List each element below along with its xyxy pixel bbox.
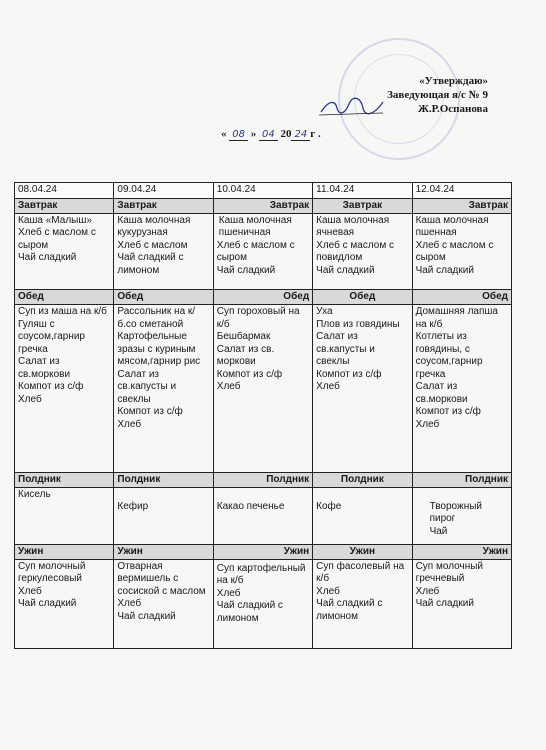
meal-header-cell: Завтрак	[15, 199, 114, 214]
date-day: 08	[229, 129, 248, 141]
dish-item: Уха	[316, 306, 333, 318]
dish-item: Хлеб	[18, 585, 42, 597]
date-cell: 10.04.24	[213, 183, 312, 199]
menu-cell	[15, 305, 114, 473]
dish-item: Чай сладкий с лимоном	[117, 252, 184, 276]
dish-item: Суп фасолевый на к/б	[316, 560, 405, 585]
approval-signature-line	[387, 102, 488, 116]
dish-item: Хлеб с маслом с сыром	[415, 239, 494, 264]
dish-item: Чай сладкий	[216, 264, 276, 276]
menu-cell	[15, 213, 114, 290]
date-month: 04	[259, 129, 278, 141]
date-cell: 11.04.24	[313, 183, 412, 199]
dish-item: Чай сладкий	[18, 598, 77, 610]
dish-item: Компот из с/ф	[316, 368, 382, 380]
dish-item: Плов из говядины	[316, 318, 400, 330]
dish-item: Чай сладкий с лимоном	[316, 598, 383, 622]
dish-item: Каша молочная пшенная	[415, 214, 489, 239]
dish-item: Домашняя лапша на к/б	[415, 306, 498, 330]
meal-header-cell: Завтрак	[412, 199, 511, 214]
dish-item: Картофельные зразы с куриным мясом,гарнир рис	[117, 331, 201, 368]
dish-item: Рассольник на к/б.со сметаной	[117, 306, 196, 330]
weekly-menu-table	[14, 182, 512, 649]
menu-cell	[313, 559, 412, 648]
approval-name: Ж.Р.Оспанова	[417, 103, 488, 115]
menu-cell	[412, 487, 511, 545]
dish-item: Компот из с/ф	[18, 381, 84, 393]
approval-title: «Утверждаю»	[419, 75, 488, 87]
dish-item: Чай сладкий	[117, 610, 176, 622]
dish-item: Компот из с/ф	[216, 368, 283, 380]
menu-cell	[313, 213, 412, 290]
dish-item: Гуляш с соусом,гарнир гречка	[18, 318, 85, 355]
dish-item: Чай сладкий	[316, 264, 375, 276]
dish-item: Творожный пирог	[429, 500, 482, 524]
meal-header-cell: Обед	[412, 290, 511, 305]
meal-header-cell: Полдник	[412, 472, 511, 487]
dish-item: Хлеб	[316, 585, 340, 597]
dish-item: Салат из св.капусты и свеклы	[117, 368, 177, 405]
meal-header-cell: Полдник	[313, 472, 412, 487]
dish-item: Хлеб	[18, 393, 42, 405]
meal-header-cell: Обед	[114, 290, 213, 305]
meal-header-cell: Ужин	[114, 545, 213, 560]
dish-item: Компот из с/ф	[117, 406, 183, 418]
menu-cell	[412, 305, 511, 473]
menu-cell	[213, 305, 312, 473]
menu-cell	[412, 213, 511, 290]
dish-item: Хлеб	[415, 585, 440, 597]
meal-row-breakfast	[15, 213, 512, 290]
dish-item: Отварная вермишель с сосиской с маслом	[117, 560, 206, 597]
dish-item: Кофе	[316, 500, 342, 512]
dish-item: Хлеб	[216, 587, 241, 599]
menu-cell	[412, 559, 511, 648]
meal-header-row-lunch	[15, 290, 512, 305]
dish-item: Салат из св.моркови	[415, 381, 468, 405]
menu-cell	[313, 305, 412, 473]
dish-item: Чай сладкий	[18, 252, 77, 264]
dish-item: Какао печенье	[216, 500, 285, 512]
dish-item: Хлеб с маслом с сыром	[216, 239, 295, 264]
dish-item: Салат из св. моркови	[216, 343, 275, 368]
dish-item: Чай сладкий с лимоном	[216, 600, 283, 624]
meal-row-lunch	[15, 305, 512, 473]
date-header-row	[15, 183, 512, 199]
menu-cell	[213, 487, 312, 545]
meal-header-cell: Полдник	[114, 472, 213, 487]
meal-row-dinner	[15, 559, 512, 648]
dish-item: Компот из с/ф	[415, 406, 481, 418]
meal-header-cell: Ужин	[313, 545, 412, 560]
meal-header-cell: Обед	[213, 290, 312, 305]
dish-item: Чай сладкий	[415, 598, 474, 610]
meal-header-row-snack	[15, 472, 512, 487]
dish-item: Кисель	[18, 488, 51, 500]
menu-cell	[313, 487, 412, 545]
dish-item: Суп гороховый на к/б	[216, 306, 300, 330]
meal-header-row-breakfast	[15, 199, 512, 214]
meal-header-cell: Завтрак	[114, 199, 213, 214]
dish-item: Суп картофельный на к/б	[216, 562, 306, 587]
meal-header-cell: Завтрак	[313, 199, 412, 214]
menu-cell	[114, 559, 213, 648]
meal-header-cell: Полдник	[15, 472, 114, 487]
menu-cell	[114, 213, 213, 290]
dish-item: Хлеб с маслом с повидлом	[316, 239, 395, 264]
dish-item: Хлеб	[415, 418, 440, 430]
dish-item: Суп молочный геркулесовый	[18, 560, 86, 585]
dish-item: Суп молочный гречневый	[415, 560, 483, 585]
menu-cell	[114, 305, 213, 473]
dish-item: Котлеты из говядины, с соусом,гарнир гречка	[415, 331, 483, 380]
dish-item: Хлеб	[216, 381, 241, 393]
handwritten-signature	[317, 96, 387, 118]
dish-item: Каша молочная пшеничная	[218, 214, 292, 239]
dish-item: Хлеб	[316, 381, 340, 393]
dish-item: Каша молочная ячневая	[316, 214, 390, 239]
dish-item: Хлеб	[117, 598, 142, 610]
dish-item: Бешбармак	[216, 331, 271, 343]
dish-item: Салат из св.моркови	[18, 356, 71, 380]
date-cell: 12.04.24	[412, 183, 511, 199]
meal-header-cell: Ужин	[15, 545, 114, 560]
date-cell: 08.04.24	[15, 183, 114, 199]
menu-cell	[213, 559, 312, 648]
menu-cell	[15, 487, 114, 545]
dish-item: Салат из св.капусты и свеклы	[316, 331, 375, 368]
meal-header-cell: Обед	[313, 290, 412, 305]
meal-header-cell: Полдник	[213, 472, 312, 487]
meal-header-cell: Обед	[15, 290, 114, 305]
approval-block	[387, 74, 488, 116]
dish-item: Кефир	[117, 500, 149, 512]
dish-item: Каша молочная кукурузная	[117, 214, 191, 239]
dish-item: Чай	[429, 525, 448, 537]
dish-item: Каша «Малыш»	[18, 214, 92, 226]
dish-item: Чай сладкий	[415, 264, 474, 276]
menu-cell	[213, 213, 312, 290]
meal-header-cell: Завтрак	[213, 199, 312, 214]
approval-date: « 08 » 04 20 24 г .	[221, 128, 321, 140]
date-cell: 09.04.24	[114, 183, 213, 199]
dish-item: Суп из маша на к/б	[18, 306, 107, 318]
meal-row-snack	[15, 487, 512, 545]
menu-cell	[114, 487, 213, 545]
approval-position: Заведующая я/с № 9	[387, 89, 488, 101]
dish-item: Хлеб с маслом с сыром	[18, 227, 96, 251]
meal-header-cell: Ужин	[412, 545, 511, 560]
meal-header-cell: Ужин	[213, 545, 312, 560]
menu-cell	[15, 559, 114, 648]
meal-header-row-dinner	[15, 545, 512, 560]
date-year: 24	[291, 129, 310, 141]
dish-item: Хлеб	[117, 418, 142, 430]
dish-item: Хлеб с маслом	[117, 239, 188, 251]
